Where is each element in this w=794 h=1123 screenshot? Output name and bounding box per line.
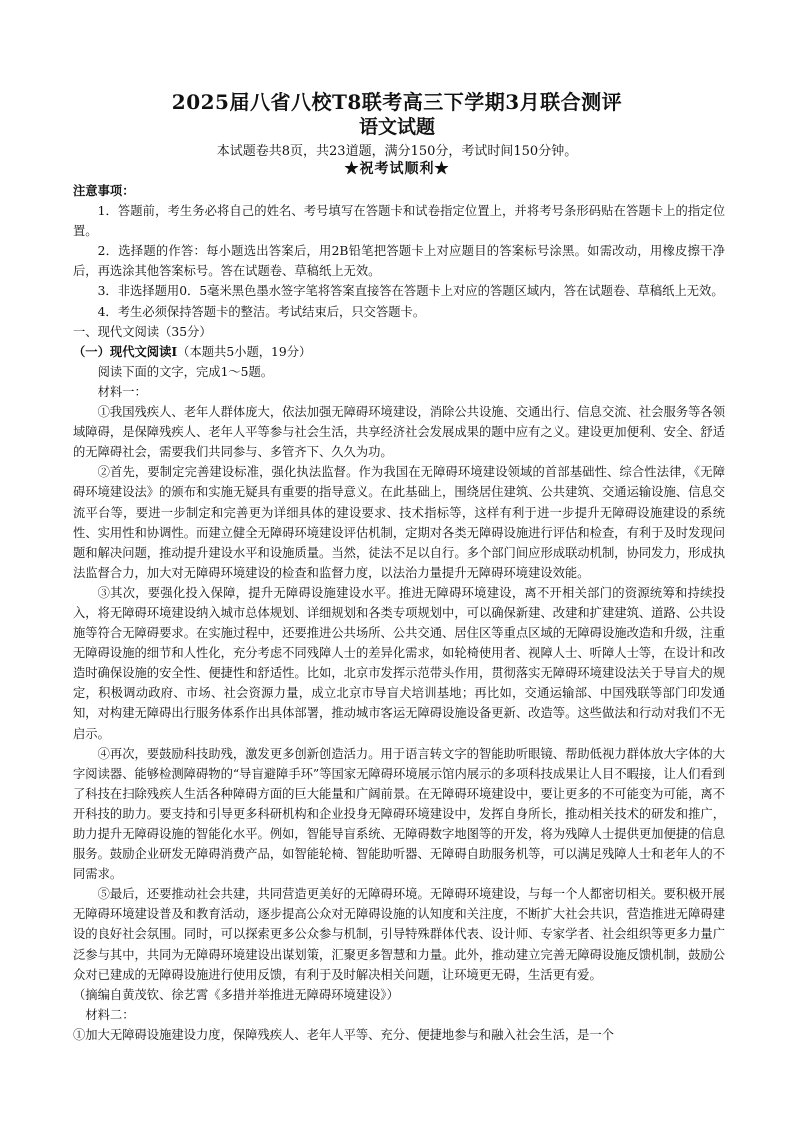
paragraph-2: ②首先，要制定完善建设标准，强化执法监督。作为我国在无障碍环境建设领域的首部基础性、综合性法律，《无障碍环境建设法》的颁布和实施无疑具有重要的指导意义。在此基础上，围绕居住建筑、公共建筑、交通运输设施、信息交流平台等，要进一步制定和完善更为详细具体的建设要求、技术指标等，这样有利于进一步提升无障碍设施建设的系统性、实用性和协调性。而建立健全无障碍环境建设评估机制，定期对各类无障碍设施进行评估和检查，有利于及时发现问题和解决问题，推动提升建设水平和设施质量。当然，徒法不足以自行。多个部门间应形成联动机制，协同发力，形成执法监督合力，加大对无障碍环境建设的检查和监督力度，以法治力量提升无障碍环境建设效能。 [73,465,725,580]
paragraph-1: ①我国残疾人、老年人群体庞大，依法加强无障碍环境建设，消除公共设施、交通出行、信息交流、社会服务等各领域障碍，是保障残疾人、老年人平等参与社会生活，共享经济社会发展成果的题中应有之义。建设更加便利、安全、舒适的无障碍社会，需要我们共同参与、多管齐下、久久为功。 [73,405,725,460]
section-heading: 一、现代文阅读（35分） [73,324,212,339]
subsection-heading-rest: （本题共5小题，19分） [177,344,312,359]
subsection-heading [73,342,725,362]
notice-item-1: 1．答题前，考生务必将自己的姓名、考号填写在答题卡和试卷指定位置上，并将考号条形码贴在答题卡上的指定位置。 [73,204,725,239]
paragraph-4: ④再次，要鼓励科技助残，激发更多创新创造活力。用于语言转文字的智能助听眼镜、帮助低视力群体放大字体的大字阅读器、能够检测障碍物的“导盲避障手环”等国家无障碍环境展示馆内展示的多项科技成果让人目不暇接，让人们看到了科技在扫除残疾人生活各种障碍方面的巨大能量和广阔前景。在无障碍环境建设中，要让更多的不可能变为可能，离不开科技的助力。要支持和引导更多科研机构和企业投身无障碍环境建设中，发挥自身所长，推动相关技术的研发和推广，助力提升无障碍设施的智能化水平。例如，智能导盲系统、无障碍数字地图等的开发，将为残障人士提供更加便捷的信息服务。鼓励企业研发无障碍消费产品，如智能轮椅、智能助听器、无障碍自助服务机等，可以满足残障人士和老年人的不同需求。 [73,746,726,882]
notice-item-4: 4．考生必须保持答题卡的整洁。考试结束后，只交答题卡。 [97,304,426,319]
notice-item-2: 2．选择题的作答：每小题选出答案后，用2B铅笔把答题卡上对应题目的答案标号涂黑。如需改动，用橡皮擦干净后，再选涂其他答案标号。答在试题卷、草稿纸上无效。 [73,244,725,279]
material-2-label: 材料二： [85,1007,135,1022]
material-2-first-line: ①加大无障碍设施建设力度，保障残疾人、老年人平等、充分、便捷地参与和融入社会生活，是一个 [73,1027,615,1042]
reading-instruction: 阅读下面的文字，完成1～5题。 [97,364,274,379]
notice-heading: 注意事项： [73,183,135,198]
paragraph-3: ③其次，要强化投入保障，提升无障碍设施建设水平。推进无障碍环境建设，离不开相关部门的资源统筹和持续投入，将无障碍环境建设纳入城市总体规划、详细规划和各类专项规划中，可以确保新建、改建和扩建建筑、道路、公共设施等符合无障碍要求。在实施过程中，还要推进公共场所、公共交通、居住区等重点区域的无障碍设施改造和升级，注重无障碍设施的细节和人性化，充分考虑不同残障人士的差异化需求，如轮椅使用者、视障人士、听障人士等，在设计和改造时确保设施的安全性、便捷性和舒适性。比如，北京市发挥示范带头作用，贯彻落实无障碍环境建设法关于导盲犬的规定，积极调动政府、市场、社会资源力量，成立北京市导盲犬培训基地；再比如，交通运输部、中国残联等部门印发通知，对构建无障碍出行服务体系作出具体部署，推动城市客运无障碍设施设备更新、改造等。这些做法和行动对我们不无启示。 [73,585,725,741]
material-1-label: 材料一： [97,384,147,399]
exam-meta: 本试题卷共8页，共23道题，满分150分，考试时间150分钟。 [216,144,578,159]
subject-title: 语文试题 [358,116,435,138]
source-citation: （摘编自黄茂钦、徐艺霄《多措并举推进无障碍环境建设》） [73,987,399,1002]
paragraph-5: ⑤最后，还要推动社会共建，共同营造更美好的无障碍环境。无障碍环境建设，与每一个人都密切相关。要积极开展无障碍环境建设普及和教育活动，逐步提高公众对无障碍设施的认知度和关注度，不断扩大社会共识，营造推进无障碍建设的良好社会氛围。同时，可以探索更多公众参与机制，引导特殊群体代表、设计师、专家学者、社会组织等更多力量广泛参与其中，共同为无障碍环境建设出谋划策，汇聚更多智慧和力量。此外，推动建立完善无障碍设施反馈机制，鼓励公众对已建成的无障碍设施进行使用反馈，有利于及时解决相关问题，让环境更无碍，生活更有爱。 [73,887,725,982]
exam-title: 2025届八省八校T8联考高三下学期3月联合测评 [171,90,623,114]
notice-item-3: 3．非选择题用0．5毫米黑色墨水签字笔将答案直接答在答题卡上对应的答题区域内，答在试题卷、草稿纸上无效。 [97,284,724,299]
exam-body [73,181,725,1045]
subsection-heading-bold: （一）现代文阅读Ⅰ [73,343,178,359]
good-luck-line: ★祝考试顺利★ [344,161,450,177]
